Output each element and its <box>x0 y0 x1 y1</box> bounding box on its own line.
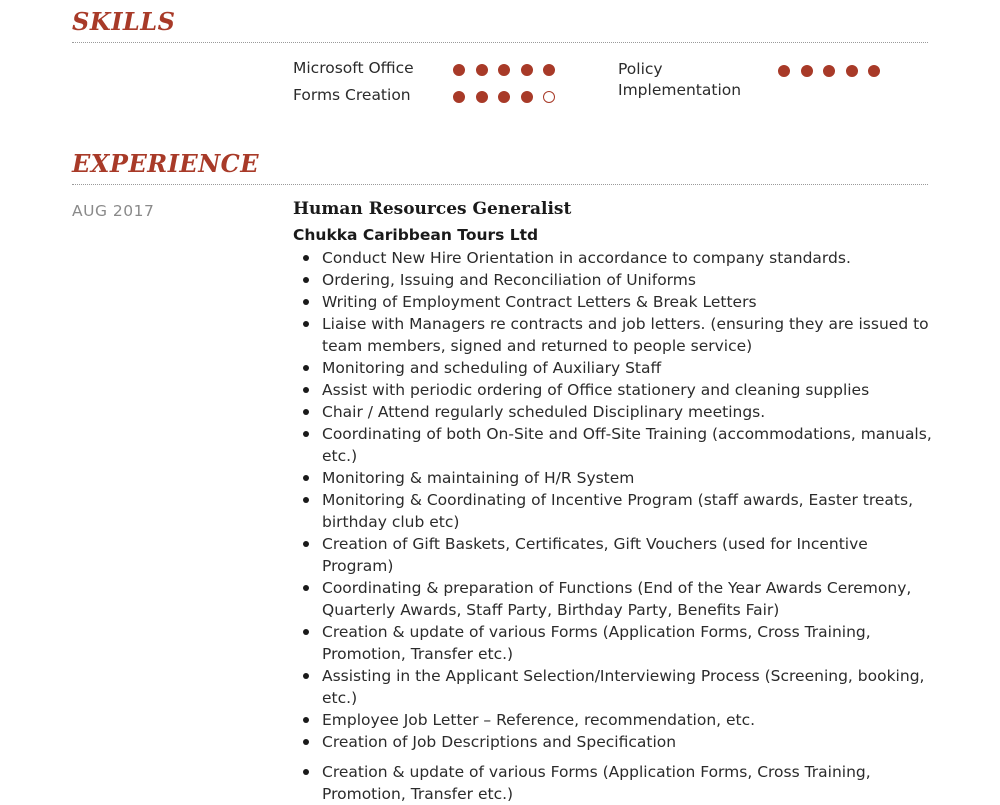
responsibility-item: Monitoring and scheduling of Auxiliary Staff <box>293 357 933 379</box>
rating-dot-filled <box>801 65 813 77</box>
skill-name-policy-implementation: Policy Implementation <box>618 60 742 99</box>
job-date: AUG 2017 <box>72 202 155 220</box>
responsibility-item: Creation & update of various Forms (Application Forms, Cross Training, Promotion, Transfer etc.) <box>293 761 933 805</box>
rating-dot-filled <box>846 65 858 77</box>
responsibility-item: Monitoring & Coordinating of Incentive Program (staff awards, Easter treats, birthday club etc) <box>293 489 933 533</box>
company-name: Chukka Caribbean Tours Ltd <box>293 226 539 244</box>
rating-dot-filled <box>868 65 880 77</box>
responsibility-item: Conduct New Hire Orientation in accordance to company standards. <box>293 247 933 269</box>
responsibility-item: Coordinating of both On-Site and Off-Site Training (accommodations, manuals, etc.) <box>293 423 933 467</box>
experience-heading: EXPERIENCE <box>72 149 260 178</box>
responsibility-item: Employee Job Letter – Reference, recommendation, etc. <box>293 709 933 731</box>
responsibilities-list <box>293 247 933 805</box>
responsibility-item: Coordinating & preparation of Functions (End of the Year Awards Ceremony, Quarterly Awards, Staff Party, Birthday Party, Benefits Fair) <box>293 577 933 621</box>
responsibility-item: Assist with periodic ordering of Office stationery and cleaning supplies <box>293 379 933 401</box>
responsibility-item: Creation of Job Descriptions and Specification <box>293 731 933 753</box>
skill-rating-microsoft-office <box>453 64 555 76</box>
responsibility-item: Chair / Attend regularly scheduled Disciplinary meetings. <box>293 401 933 423</box>
experience-divider <box>72 184 928 185</box>
rating-dot-filled <box>453 64 465 76</box>
responsibility-item: Monitoring & maintaining of H/R System <box>293 467 933 489</box>
rating-dot-filled <box>521 64 533 76</box>
skill-name-microsoft-office: Microsoft Office <box>293 59 414 77</box>
responsibility-item: Writing of Employment Contract Letters & Break Letters <box>293 291 933 313</box>
rating-dot-filled <box>543 64 555 76</box>
rating-dot-filled <box>778 65 790 77</box>
skill-rating-policy-implementation <box>778 65 880 77</box>
rating-dot-filled <box>823 65 835 77</box>
responsibility-item: Assisting in the Applicant Selection/Interviewing Process (Screening, booking, etc.) <box>293 665 933 709</box>
skill-name-forms-creation: Forms Creation <box>293 86 411 104</box>
rating-dot-filled <box>521 91 533 103</box>
responsibility-item: Creation & update of various Forms (Application Forms, Cross Training, Promotion, Transfer etc.) <box>293 621 933 665</box>
rating-dot-filled <box>476 64 488 76</box>
responsibility-item: Liaise with Managers re contracts and job letters. (ensuring they are issued to team members, signed and returned to people service) <box>293 313 933 357</box>
skills-divider <box>72 42 928 43</box>
rating-dot-filled <box>498 91 510 103</box>
rating-dot-filled <box>453 91 465 103</box>
skills-heading: SKILLS <box>72 7 176 36</box>
skill-rating-forms-creation <box>453 91 555 103</box>
rating-dot-empty <box>543 91 555 103</box>
job-title: Human Resources Generalist <box>293 199 572 219</box>
rating-dot-filled <box>498 64 510 76</box>
responsibility-item: Ordering, Issuing and Reconciliation of Uniforms <box>293 269 933 291</box>
responsibility-item: Creation of Gift Baskets, Certificates, Gift Vouchers (used for Incentive Program) <box>293 533 933 577</box>
rating-dot-filled <box>476 91 488 103</box>
